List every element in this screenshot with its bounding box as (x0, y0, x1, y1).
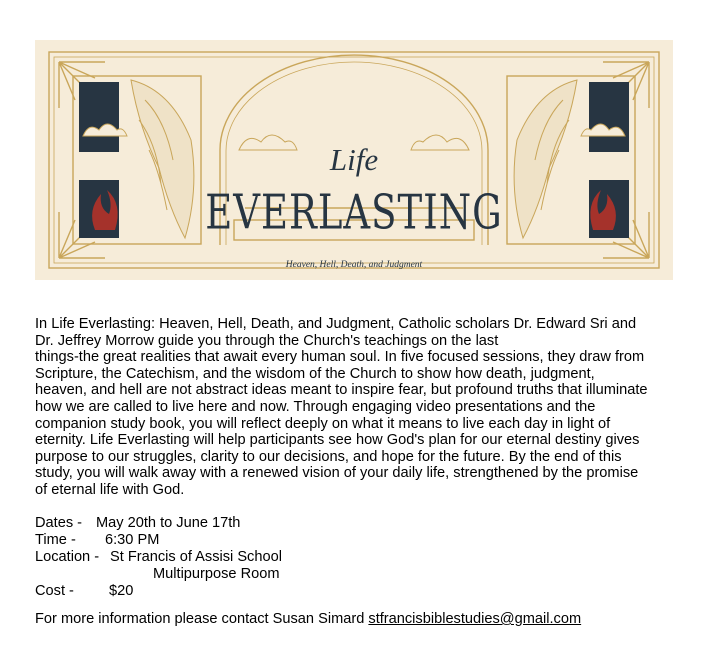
contact-text: For more information please contact Susan Simard (35, 611, 365, 627)
location-value: St Francis of Assisi School (110, 549, 282, 565)
banner-title-life: Life (329, 142, 379, 177)
time-label: Time - (35, 532, 76, 548)
cost-value: $20 (109, 583, 134, 599)
location-room: Multipurpose Room (153, 566, 280, 582)
dates-value: May 20th to June 17th (96, 515, 241, 531)
time-value: 6:30 PM (105, 532, 160, 548)
contact-email-link[interactable]: stfrancisbiblestudies@gmail.com (368, 611, 582, 627)
cost-label: Cost - (35, 583, 74, 599)
banner-title-everlasting: EVERLASTING (205, 185, 503, 241)
dates-label: Dates - (35, 515, 83, 531)
location-label: Location - (35, 549, 100, 565)
description-paragraph: In Life Everlasting: Heaven, Hell, Death, and Judgment, Catholic scholars Dr. Edward Sri and Dr. Jeffrey Morrow guide you through the Church's teachings on the last things-the great realities that await every human soul. In five focused sessions, they draw from Scripture, the Catechism, and the wisdom of the Church to show how death, judgment, heaven, and hell are not abstract ideas meant to inspire fear, but profound truths that illuminate how we are called to live here and now. Through engaging video presentations and the companion study book, you will reflect deeply on what it means to live each day in light of eternity. Life Everlasting will help participants see how God's plan for our eternal destiny gives purpose to our struggles, clarity to our decisions, and hope for the future. By the end of this study, you will walk away with a renewed vision of your daily life, strengthened by the promise of eternal life with God. (35, 316, 648, 498)
banner-subtitle: Heaven, Hell, Death, and Judgment (285, 260, 423, 270)
contact-line (35, 611, 581, 628)
event-banner (35, 40, 673, 280)
